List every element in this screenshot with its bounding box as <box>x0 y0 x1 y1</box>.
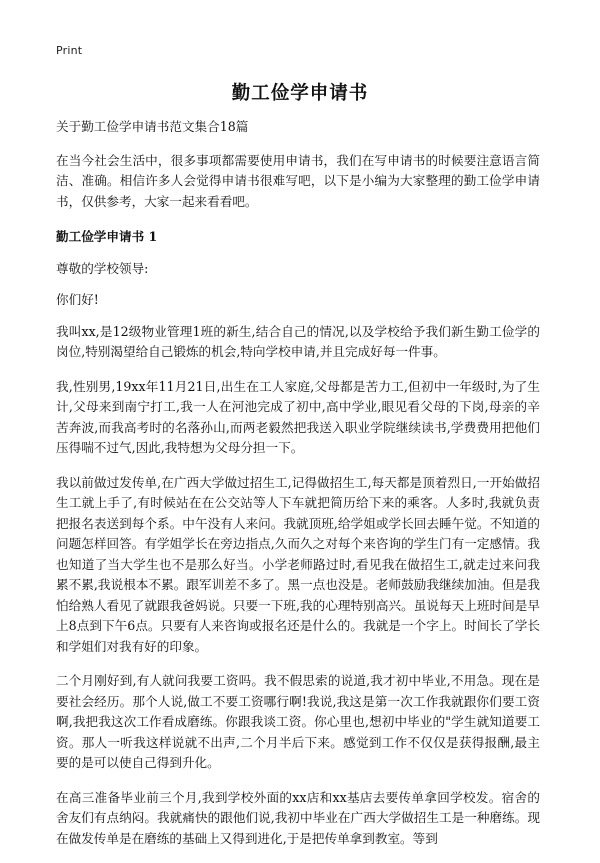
body-paragraph: 我以前做过发传单,在广西大学做过招生工,记得做招生工,每天都是顶着烈日,一开始做招生工就上手了,有时候站在在公交站等人下车就把简历给下来的乘客。人多时,我就负责把报名表送到每个系。中午没有人来问。我就顶班,给学姐或学长回去睡午觉。不知道的问题怎样回答。有学姐学长在旁边指点,久而久之对每个来咨询的学生门有一定感情。我也知道了当大学生也不是那么好当。小学老师路过时,看见我在做招生工,就走过来问我累不累,我说根本不累。跟军训差不多了。黑一点也没是。老师鼓励我继续加油。但是我怕给熟人看见了就跟我爸妈说。只要一下班,我的心理特别高兴。虽说每天上班时间是早上8点到下午6点。只要有人来咨询或报名还是什么的。我就是一个字上。时间长了学长和学姐们对我有好的印象。 <box>56 474 540 654</box>
body-paragraph: 二个月刚好到,有人就问我要工资吗。我不假思索的说道,我才初中毕业,不用急。现在是要社会经历。那个人说,做工不要工资哪行啊!我说,我这是第一次工作我就跟你们要工资啊,我把我这次工作看成磨练。你跟我谈工资。你心里也,想初中毕业的"学生就知道要工资。那人一听我这样说就不出声,二个月半后下来。感觉到工作不仅仅是获得报酬,最主要的是可以使自己得到升化。 <box>56 673 540 770</box>
print-link[interactable]: Print <box>56 44 83 57</box>
document-title: 勤工俭学申请书 <box>231 83 369 104</box>
body-paragraph: 我,性别男,19xx年11月21日,出生在工人家庭,父母都是苦力工,但初中一年级时,为了生计,父母来到南宁打工,我一人在河池完成了初中,高中学业,眼见看父母的下岗,母亲的辛苦奔波,而我高考时的名落孙山,而两老毅然把我送入职业学院继续读书,学费费用把他们压得喘不过气,因此,我特想为父母分担一下。 <box>56 378 540 455</box>
document-subtitle: 关于勤工俭学申请书范文集合18篇 <box>56 119 249 134</box>
body-paragraph: 在高三准备毕业前三个月,我到学校外面的xx店和xx基店去要传单拿回学校发。宿舍的舍友们有点纳闷。我就痛快的跟他们说,我初中毕业在广西大学做招生工是一种磨练。现在做发传单是在磨练的基础上又得到进化,于是把传单拿到教室。等到 <box>56 789 540 846</box>
greeting: 你们好! <box>56 292 99 307</box>
salutation: 尊敬的学校领导: <box>56 260 149 276</box>
document-body <box>56 117 540 863</box>
intro-paragraph: 在当今社会生活中，很多事项都需要使用申请书，我们在写申请书的时候要注意语言简洁、准确。相信许多人会觉得申请书很难写吧，以下是小编为大家整理的勤工俭学申请书，仅供参考，大家一起来看看吧。 <box>56 152 540 209</box>
section-heading: 勤工俭学申请书 1 <box>56 229 158 244</box>
body-paragraph: 我叫xx,是12级物业管理1班的新生,结合自己的情况,以及学校给予我们新生勤工俭学的岗位,特别渴望给自己锻炼的机会,特向学校申请,并且完成好每一件事。 <box>56 323 540 359</box>
